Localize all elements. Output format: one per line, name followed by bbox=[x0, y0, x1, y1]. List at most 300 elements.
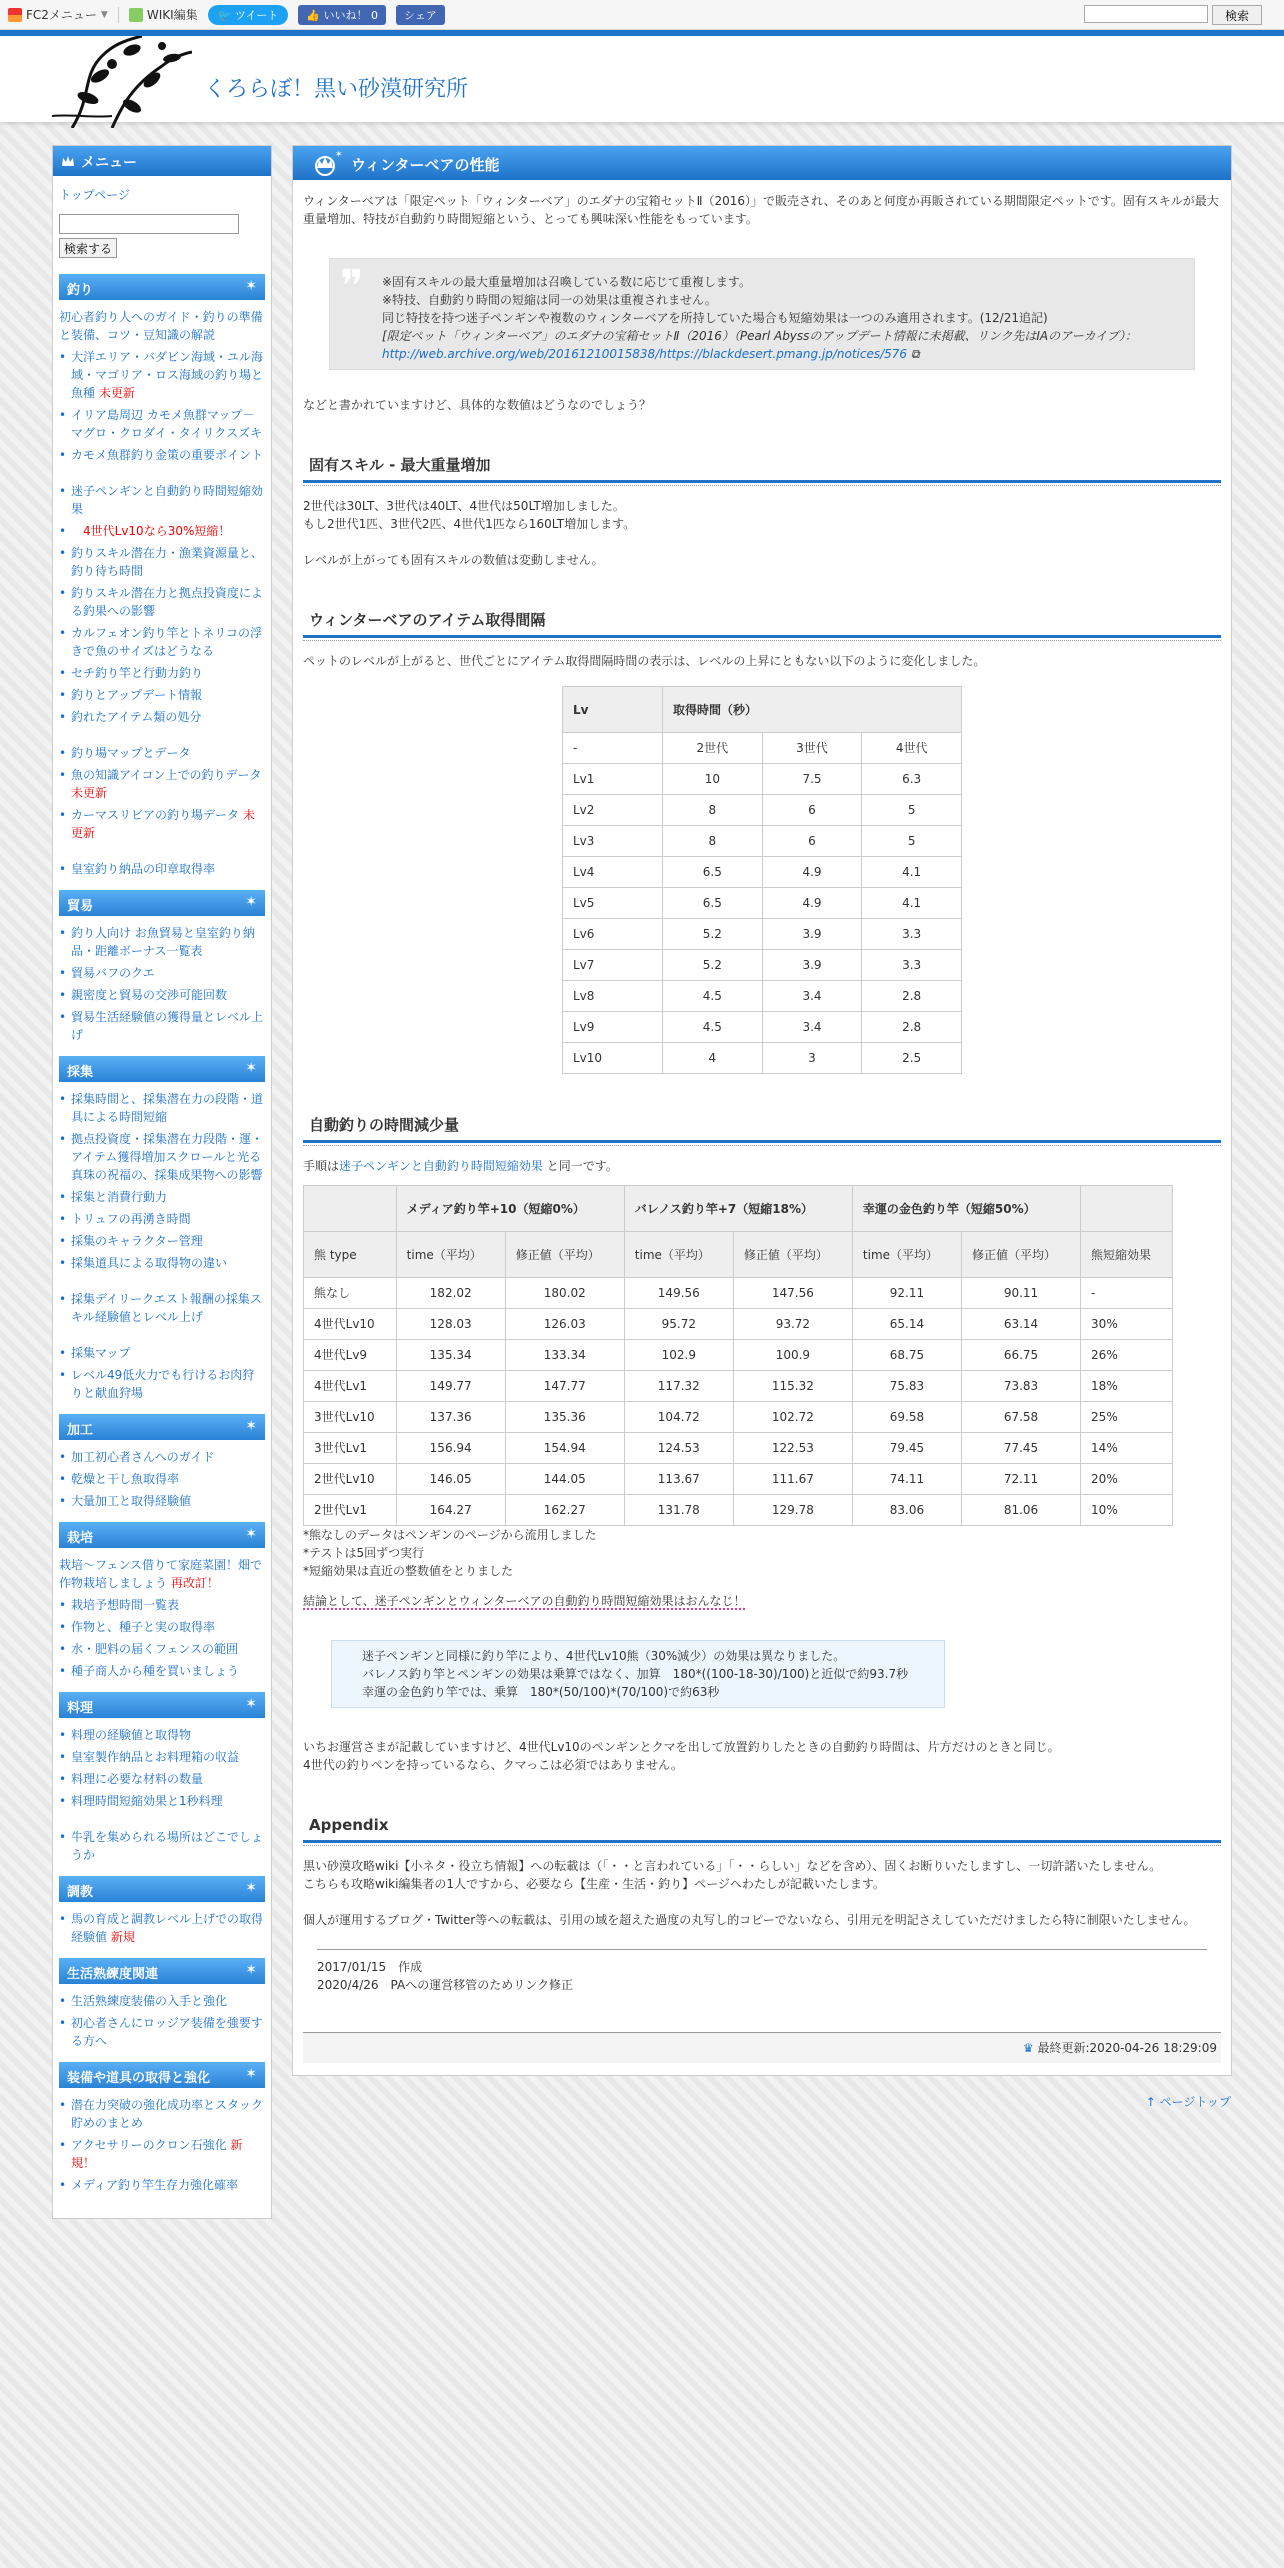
chevron-down-icon: ▼ bbox=[100, 9, 108, 20]
table-cell: 144.05 bbox=[505, 1464, 624, 1495]
sidebar-item[interactable] bbox=[59, 766, 265, 802]
sidebar-item-label[interactable]: メディア釣り竿生存力強化確率 bbox=[71, 2178, 239, 2192]
table-cell: 77.45 bbox=[961, 1433, 1080, 1464]
table-cell: Lv2 bbox=[563, 795, 663, 826]
table-cell: 65.14 bbox=[852, 1309, 961, 1340]
sidebar-section-header bbox=[59, 1692, 265, 1718]
table-cell: 2世代Lv10 bbox=[304, 1464, 397, 1495]
table-row bbox=[563, 981, 962, 1012]
skill-line: 2世代は30LT、3世代は40LT、4世代は50LT増加しました。 bbox=[303, 499, 625, 513]
sidebar-item-tag: 未更新 bbox=[98, 386, 135, 400]
sidebar-section-title: 加工 bbox=[67, 1423, 94, 1438]
table-cell: 3世代Lv1 bbox=[304, 1433, 397, 1464]
sidebar-item[interactable] bbox=[59, 708, 265, 726]
sidebar-item-label[interactable]: 料理に必要な材料の数量 bbox=[71, 1772, 204, 1786]
table-row bbox=[304, 1309, 1173, 1340]
table-cell: 30% bbox=[1081, 1309, 1173, 1340]
sidebar-item-label[interactable]: 釣り人向け お魚貿易と皇室釣り納品・距離ボーナス一覧表 bbox=[71, 926, 255, 958]
sidebar-item[interactable] bbox=[59, 1290, 265, 1326]
sidebar-item-label[interactable]: 魚の知識アイコン上での釣りデータ bbox=[71, 768, 262, 782]
table-header-rod: メディア釣り竿+10（短縮0%） bbox=[396, 1186, 624, 1232]
sidebar-item-label[interactable]: 大量加工と取得経験値 bbox=[71, 1494, 192, 1508]
sidebar-item[interactable] bbox=[59, 806, 265, 842]
table-row bbox=[563, 687, 962, 733]
sidebar-list bbox=[53, 1596, 271, 1680]
table-cell: 3.3 bbox=[862, 950, 962, 981]
table-cell: 95.72 bbox=[624, 1309, 733, 1340]
table-header-type: 熊 type bbox=[304, 1232, 397, 1278]
sidebar-item[interactable] bbox=[59, 1188, 265, 1206]
sidebar-item[interactable] bbox=[59, 544, 265, 580]
table-row bbox=[563, 1012, 962, 1043]
sidebar-item-label[interactable]: 皇室釣り納品の印章取得率 bbox=[71, 862, 216, 876]
table-header-blank bbox=[304, 1186, 397, 1232]
site-title[interactable]: くろらぼ！黒い砂漠研究所 bbox=[204, 77, 469, 102]
table-header-rod: バレノス釣り竿+7（短縮18%） bbox=[624, 1186, 852, 1232]
sidebar-section-title: 料理 bbox=[67, 1701, 94, 1716]
table-cell: 149.56 bbox=[624, 1278, 733, 1309]
table-cell: - bbox=[1081, 1278, 1173, 1309]
conclusion-line bbox=[303, 1592, 1221, 1610]
article-title: ウィンターベアの性能 bbox=[351, 156, 500, 174]
sidebar-item[interactable] bbox=[59, 2096, 265, 2132]
sidebar bbox=[52, 145, 272, 2219]
sidebar-item-label[interactable]: 採集のキャラクター管理 bbox=[71, 1234, 203, 1248]
table-cell: Lv8 bbox=[563, 981, 663, 1012]
sidebar-search-input[interactable] bbox=[59, 214, 239, 234]
sidebar-section-title: 貿易 bbox=[67, 899, 94, 914]
sidebar-item-label[interactable]: 釣りスキル潜在力と拠点投資度による釣果への影響 bbox=[71, 586, 263, 618]
table-cell: Lv6 bbox=[563, 919, 663, 950]
tweet-label: ツイート bbox=[234, 8, 279, 22]
table-row bbox=[304, 1232, 1173, 1278]
tweet-button[interactable] bbox=[208, 5, 289, 25]
table-cell: 4世代Lv9 bbox=[304, 1340, 397, 1371]
table-cell: 164.27 bbox=[396, 1495, 505, 1526]
sidebar-item-label[interactable]: レベル49低火力でも行けるお肉狩りと献血狩場 bbox=[71, 1368, 255, 1400]
quote-source-text: [限定ペット「ウィンターベア」のエダナの宝箱セットⅡ（2016）（Pearl Abyssのアップデート情報に未掲載、リンク先はIAのアーカイブ）： bbox=[382, 329, 1137, 343]
sidebar-item-label[interactable]: 貿易生活経験値の獲得量とレベル上げ bbox=[71, 1010, 264, 1042]
table-header-fixed: 修正値（平均） bbox=[961, 1232, 1080, 1278]
table-cell: 124.53 bbox=[624, 1433, 733, 1464]
table-cell: 3.3 bbox=[862, 919, 962, 950]
table-cell: 7.5 bbox=[762, 764, 862, 795]
table-cell: 8 bbox=[663, 795, 763, 826]
archive-link[interactable]: http://web.archive.org/web/20161210015838/https://blackdesert.pmang.jp/notices/576 bbox=[382, 347, 908, 361]
table-cell: 111.67 bbox=[733, 1464, 852, 1495]
sidebar-item-label[interactable]: 釣りとアップデート情報 bbox=[71, 688, 203, 702]
sidebar-item-label[interactable]: 採集デイリークエスト報酬の採集スキル経験値とレベル上げ bbox=[71, 1292, 262, 1324]
penguin-page-link[interactable]: 迷子ペンギンと自動釣り時間短縮効果 bbox=[339, 1159, 543, 1173]
table-cell: 128.03 bbox=[396, 1309, 505, 1340]
sidebar-item-label[interactable]: カーマスリビアの釣り場データ bbox=[71, 808, 240, 822]
sidebar-item[interactable] bbox=[59, 1726, 265, 1744]
table-cell: 4世代 bbox=[862, 733, 962, 764]
top-search-input[interactable] bbox=[1084, 5, 1208, 23]
sidebar-list bbox=[53, 1726, 271, 1864]
sidebar-item[interactable] bbox=[59, 1232, 265, 1250]
sidebar-item[interactable] bbox=[59, 860, 265, 878]
closing-line: 4世代の釣りペンを持っているなら、クマっこは必須ではありません。 bbox=[303, 1758, 683, 1772]
table-cell: 156.94 bbox=[396, 1433, 505, 1464]
sidebar-list bbox=[53, 924, 271, 1044]
table-cell: 180.02 bbox=[505, 1278, 624, 1309]
like-button[interactable] bbox=[298, 5, 386, 25]
appendix-line: 黒い砂漠攻略wiki【小ネタ・役立ち情報】への転載は（「・・と言われている」「・・らしい」などを含め）、固くお断りいたしますし、一切許諾いたしません。 bbox=[303, 1859, 1162, 1873]
table-cell: Lv10 bbox=[563, 1043, 663, 1074]
sidebar-item[interactable] bbox=[59, 348, 265, 402]
sidebar-item-label[interactable]: カルフェオン釣り竿とトネリコの浮きで魚のサイズはどうなる bbox=[71, 626, 263, 658]
sidebar-item-label[interactable]: 水・肥料の届くフェンスの範囲 bbox=[71, 1642, 239, 1656]
sidebar-item[interactable] bbox=[59, 584, 265, 620]
fc2-toolbar bbox=[0, 0, 1284, 30]
sidebar-item[interactable] bbox=[59, 2136, 265, 2172]
fc2-menu-label: FC2メニュー bbox=[26, 8, 97, 22]
sidebar-item[interactable] bbox=[59, 986, 265, 1004]
revision-history bbox=[317, 1949, 1207, 2002]
table-row bbox=[304, 1464, 1173, 1495]
sidebar-item-label[interactable]: 種子商人から種を買いましょう bbox=[71, 1664, 240, 1678]
table-cell: 63.14 bbox=[961, 1309, 1080, 1340]
sidebar-item-tag: 新規！ bbox=[71, 2138, 243, 2170]
table-header-time: time（平均） bbox=[624, 1232, 733, 1278]
crown-emblem-icon bbox=[307, 148, 343, 178]
sidebar-item-label[interactable]: 牛乳を集められる場所はどこでしょうか bbox=[71, 1830, 264, 1862]
sparkle-icon: ✶ bbox=[245, 1526, 257, 1542]
sidebar-sections bbox=[53, 274, 271, 2218]
table-cell: 147.77 bbox=[505, 1371, 624, 1402]
table-cell: 3 bbox=[762, 1043, 862, 1074]
sidebar-item[interactable] bbox=[59, 1770, 265, 1788]
sparkle-icon: ✶ bbox=[245, 1962, 257, 1978]
sidebar-item-label[interactable]: 採集道具による取得物の違い bbox=[71, 1256, 228, 1270]
sidebar-item-label[interactable]: 生活熟練度装備の入手と強化 bbox=[71, 1994, 228, 2008]
table-cell: 5 bbox=[862, 826, 962, 857]
quote-line: 同じ特技を持つ迷子ペンギンや複数のウィンターベアを所持していた場合も短縮効果は一つのみ適用されます。(12/21追記) bbox=[382, 311, 1048, 325]
heading-item-interval: ウィンターベアのアイテム取得間隔 bbox=[303, 605, 1221, 638]
sparkle-icon: ✶ bbox=[245, 894, 257, 910]
sidebar-intro-text: 初心者釣り人へのガイド・釣りの準備と装備、コツ・豆知識の解説 bbox=[59, 310, 263, 342]
sidebar-item[interactable] bbox=[59, 1640, 265, 1658]
sparkle-icon: ✶ bbox=[245, 2066, 257, 2082]
table-cell: Lv1 bbox=[563, 764, 663, 795]
table-cell: 117.32 bbox=[624, 1371, 733, 1402]
sidebar-item[interactable] bbox=[59, 1254, 265, 1272]
table-cell: 182.02 bbox=[396, 1278, 505, 1309]
sidebar-item[interactable] bbox=[59, 664, 265, 682]
sidebar-spacer bbox=[53, 2198, 271, 2218]
table-cell: - bbox=[563, 733, 663, 764]
table-cell: 100.9 bbox=[733, 1340, 852, 1371]
sidebar-item[interactable] bbox=[59, 744, 265, 762]
table-cell: 74.11 bbox=[852, 1464, 961, 1495]
table-cell: 6 bbox=[762, 795, 862, 826]
table-cell: 135.34 bbox=[396, 1340, 505, 1371]
sidebar-item[interactable] bbox=[59, 522, 265, 540]
sidebar-item[interactable] bbox=[59, 1596, 265, 1614]
table-cell: 6.3 bbox=[862, 764, 962, 795]
sidebar-item[interactable] bbox=[59, 446, 265, 464]
table-cell: 2.8 bbox=[862, 981, 962, 1012]
sidebar-section-intro-link[interactable] bbox=[53, 308, 271, 344]
sidebar-item-label[interactable]: トリュフの再湧き時間 bbox=[71, 1212, 191, 1226]
sidebar-item-label[interactable]: 採集時間と、採集潜在力の段階・道具による時間短縮 bbox=[71, 1092, 264, 1124]
sidebar-item[interactable] bbox=[59, 1130, 265, 1184]
table-cell: 2世代Lv1 bbox=[304, 1495, 397, 1526]
sidebar-menu-title: メニュー bbox=[81, 155, 137, 171]
table-cell: 4世代Lv10 bbox=[304, 1309, 397, 1340]
skill-line: もし2世代1匹、3世代2匹、4世代1匹なら160LT増加します。 bbox=[303, 517, 636, 531]
sidebar-item-label[interactable]: 釣り場マップとデータ bbox=[71, 746, 191, 760]
table-cell: 3.9 bbox=[762, 950, 862, 981]
item-interval-table bbox=[562, 686, 962, 1074]
sidebar-item[interactable] bbox=[59, 406, 265, 442]
fc2-icon bbox=[8, 8, 22, 22]
sidebar-section-title: 生活熟練度関連 bbox=[67, 1967, 159, 1982]
table-cell: 18% bbox=[1081, 1371, 1173, 1402]
table-row bbox=[563, 950, 962, 981]
sidebar-item[interactable] bbox=[59, 624, 265, 660]
table-row bbox=[563, 888, 962, 919]
table-header-time: time（平均） bbox=[852, 1232, 961, 1278]
sidebar-intro-tag: 再改訂！ bbox=[170, 1576, 219, 1590]
sidebar-section-intro-link[interactable] bbox=[53, 1556, 271, 1592]
sidebar-item-label[interactable]: 拠点投資度・採集潜在力段階・運・アイテム獲得増加スクロールと光る真珠の祝福の、採集成果物への影響 bbox=[71, 1132, 264, 1182]
note-line: 幸運の金色釣り竿では、乗算 180*(50/100)*(70/100)で約63秒 bbox=[362, 1685, 720, 1699]
table-cell: 5.2 bbox=[663, 950, 763, 981]
sidebar-item-label[interactable]: 貿易バフのクエ bbox=[71, 966, 155, 980]
table-cell: 3.4 bbox=[762, 1012, 862, 1043]
sidebar-item-label[interactable]: 乾燥と干し魚取得率 bbox=[71, 1472, 180, 1486]
table-cell: 2世代 bbox=[663, 733, 763, 764]
table-cell: 3世代 bbox=[762, 733, 862, 764]
table-cell: 66.75 bbox=[961, 1340, 1080, 1371]
table-row bbox=[563, 795, 962, 826]
thumbs-up-icon: 👍 bbox=[306, 8, 321, 22]
table-row bbox=[304, 1340, 1173, 1371]
top-search-button[interactable]: 検索 bbox=[1212, 5, 1262, 25]
table-cell: 90.11 bbox=[961, 1278, 1080, 1309]
auto-note: *短縮効果は直近の整数値をとりました bbox=[303, 1564, 514, 1578]
sidebar-top bbox=[53, 176, 271, 210]
history-line: 2017/01/15 作成 bbox=[317, 1960, 423, 1974]
sidebar-item-label[interactable]: 釣りスキル潜在力・漁業資源量と、釣り待ち時間 bbox=[71, 546, 263, 578]
sidebar-item-tag: 未更新 bbox=[71, 786, 108, 800]
sidebar-item[interactable] bbox=[59, 1662, 265, 1680]
sidebar-item[interactable] bbox=[59, 1090, 265, 1126]
table-cell: 154.94 bbox=[505, 1433, 624, 1464]
appendix-line: こちらも攻略wiki編集者の1人ですから、必要なら【生産・生活・釣り】ページへわたしが記載いたします。 bbox=[303, 1877, 885, 1891]
table-row bbox=[563, 733, 962, 764]
table-cell: 129.78 bbox=[733, 1495, 852, 1526]
table-cell: 135.36 bbox=[505, 1402, 624, 1433]
sidebar-item-label[interactable]: 採集マップ bbox=[71, 1346, 131, 1360]
table-header-rod: 幸運の金色釣り竿（短縮50%） bbox=[852, 1186, 1080, 1232]
sidebar-item-label[interactable]: 馬の育成と調教レベル上げでの取得経験値 bbox=[71, 1912, 264, 1944]
sidebar-item[interactable] bbox=[59, 1492, 265, 1510]
table-row bbox=[304, 1495, 1173, 1526]
like-label: いいね！ 0 bbox=[323, 8, 379, 22]
sidebar-item[interactable] bbox=[59, 1828, 265, 1864]
sidebar-item-label[interactable]: 採集と消費行動力 bbox=[71, 1190, 168, 1204]
table-cell: 4.5 bbox=[663, 981, 763, 1012]
sidebar-item-label[interactable]: 作物と、種子と実の取得率 bbox=[71, 1620, 216, 1634]
sidebar-list bbox=[53, 1910, 271, 1946]
table-cell: 6.5 bbox=[663, 857, 763, 888]
sidebar-item[interactable] bbox=[59, 924, 265, 960]
table-cell: 4世代Lv1 bbox=[304, 1371, 397, 1402]
sidebar-item[interactable] bbox=[59, 686, 265, 704]
table-row bbox=[563, 1043, 962, 1074]
sidebar-section-header bbox=[59, 1522, 265, 1548]
table-cell: 26% bbox=[1081, 1340, 1173, 1371]
sidebar-item[interactable] bbox=[59, 1910, 265, 1946]
table-cell: 熊なし bbox=[304, 1278, 397, 1309]
sidebar-item[interactable] bbox=[59, 1210, 265, 1228]
sidebar-menu-header bbox=[53, 146, 271, 176]
crown-icon bbox=[61, 154, 75, 168]
table-cell: 4.1 bbox=[862, 888, 962, 919]
table-cell: 4.9 bbox=[762, 888, 862, 919]
table-cell: 4.5 bbox=[663, 1012, 763, 1043]
table-cell: 79.45 bbox=[852, 1433, 961, 1464]
article-content bbox=[293, 180, 1231, 2075]
table-cell: 162.27 bbox=[505, 1495, 624, 1526]
top-search bbox=[1084, 5, 1262, 25]
table-row bbox=[304, 1433, 1173, 1464]
heading-appendix: Appendix bbox=[303, 1810, 1221, 1843]
table-cell: 4.9 bbox=[762, 857, 862, 888]
sidebar-item[interactable] bbox=[59, 1008, 265, 1044]
wiki-edit-link[interactable] bbox=[129, 6, 198, 23]
sidebar-item[interactable] bbox=[59, 1748, 265, 1766]
sidebar-list bbox=[53, 1448, 271, 1510]
sidebar-list bbox=[53, 348, 271, 878]
fc2-menu[interactable] bbox=[8, 6, 108, 23]
sidebar-section-header bbox=[59, 274, 265, 300]
table-cell: 10 bbox=[663, 764, 763, 795]
svg-text:✶: ✶ bbox=[335, 150, 343, 160]
sidebar-item[interactable] bbox=[59, 1792, 265, 1810]
table-header-fixed: 修正値（平均） bbox=[505, 1232, 624, 1278]
sidebar-item[interactable] bbox=[59, 2014, 265, 2050]
table-cell: 2.8 bbox=[862, 1012, 962, 1043]
question-text: などと書かれていますけど、具体的な数値はどうなのでしょう？ bbox=[303, 398, 652, 412]
item-intro: ペットのレベルが上がると、世代ごとにアイテム取得間隔時間の表示は、レベルの上昇にともない以下のように変化しました。 bbox=[303, 654, 986, 668]
sidebar-section-title: 採集 bbox=[67, 1065, 94, 1080]
table-cell: 73.83 bbox=[961, 1371, 1080, 1402]
table-cell: 6 bbox=[762, 826, 862, 857]
table-row bbox=[563, 764, 962, 795]
sidebar-item-label[interactable]: 大洋エリア・バダビン海域・ユル海域・マゴリア・ロス海域の釣り場と魚種 bbox=[71, 350, 264, 400]
sidebar-top-page-link[interactable]: トップページ bbox=[59, 188, 130, 202]
twitter-icon: 🐦 bbox=[217, 8, 232, 22]
table-cell: 5.2 bbox=[663, 919, 763, 950]
sidebar-item[interactable] bbox=[59, 1992, 265, 2010]
table-cell: 4 bbox=[663, 1043, 763, 1074]
auto-fishing-table bbox=[303, 1185, 1173, 1526]
sparkle-icon: ✶ bbox=[245, 1418, 257, 1434]
last-updated-text: 最終更新:2020-04-26 18:29:09 bbox=[1037, 2041, 1217, 2055]
table-header-fixed: 修正値（平均） bbox=[733, 1232, 852, 1278]
sidebar-item[interactable] bbox=[59, 1470, 265, 1488]
sidebar-item[interactable] bbox=[59, 964, 265, 982]
sidebar-section-header bbox=[59, 2062, 265, 2088]
table-cell: 102.9 bbox=[624, 1340, 733, 1371]
table-row bbox=[563, 919, 962, 950]
sidebar-item-label[interactable]: イリア島周辺 カモメ魚群マップ－マグロ・クロダイ・タイリクスズキ bbox=[71, 408, 263, 440]
note-line: 迷子ペンギンと同様に釣り竿により、4世代Lv10熊（30%減少）の効果は異なりました。 bbox=[362, 1649, 846, 1663]
table-cell: 20% bbox=[1081, 1464, 1173, 1495]
table-cell: 6.5 bbox=[663, 888, 763, 919]
sidebar-section-title: 釣り bbox=[67, 283, 94, 298]
sidebar-item-label[interactable]: 皇室製作納品とお料理箱の収益 bbox=[71, 1750, 240, 1764]
sidebar-item-label[interactable]: カモメ魚群釣り金策の重要ポイント bbox=[71, 448, 264, 462]
share-button[interactable]: シェア bbox=[396, 5, 445, 25]
sidebar-search-button[interactable]: 検索する bbox=[59, 238, 117, 258]
sidebar-item-label[interactable]: 初心者さんにロッジア装備を強要する方へ bbox=[71, 2016, 263, 2048]
sidebar-item-label[interactable]: 料理の経験値と取得物 bbox=[71, 1728, 192, 1742]
sidebar-item[interactable] bbox=[59, 482, 265, 518]
sidebar-item-label[interactable]: セチ釣り竿と行動力釣り bbox=[71, 666, 204, 680]
sidebar-item-label[interactable]: 料理時間短縮効果と1秒料理 bbox=[71, 1794, 223, 1808]
sidebar-item-label[interactable]: アクセサリーのクロン石強化 bbox=[71, 2138, 227, 2152]
table-cell: 147.56 bbox=[733, 1278, 852, 1309]
sidebar-item[interactable] bbox=[59, 1618, 265, 1636]
sidebar-item[interactable] bbox=[59, 1344, 265, 1362]
quote-line: ※固有スキルの最大重量増加は召喚している数に応じて重複します。 bbox=[382, 275, 751, 289]
sidebar-item[interactable] bbox=[59, 2176, 265, 2194]
sidebar-item-label[interactable]: 加工初心者さんへのガイド bbox=[71, 1450, 215, 1464]
sidebar-item-label[interactable]: 栽培予想時間一覧表 bbox=[71, 1598, 180, 1612]
notice-quote bbox=[329, 258, 1195, 370]
table-cell: 3.4 bbox=[762, 981, 862, 1012]
sidebar-item-tag: 新規 bbox=[110, 1930, 135, 1944]
closing-line: いちお運営さまが記載していますけど、4世代Lv10のペンギンとクマを出して放置釣りしたときの自動釣り時間は、片方だけのときと同じ。 bbox=[303, 1740, 1060, 1754]
table-cell: Lv7 bbox=[563, 950, 663, 981]
table-cell: 2.5 bbox=[862, 1043, 962, 1074]
appendix-line: 個人が運用するブログ・Twitter等への転載は、引用の域を超えた過度の丸写し的コピーでないなら、引用元を明記さえしていただけましたら特に制限いたしません。 bbox=[303, 1913, 1196, 1927]
table-cell: 104.72 bbox=[624, 1402, 733, 1433]
article-intro: ウィンターベアは「限定ペット「ウィンターベア」のエダナの宝箱セットⅡ（2016）」で販売され、そのあと何度か再販されている期間限定ペットです。固有スキルが最大重量増加、特技が自動釣り時間短縮という、とっても興味深い性能をもっています。 bbox=[303, 194, 1219, 226]
table-cell: 8 bbox=[663, 826, 763, 857]
auto-notes bbox=[303, 1526, 1221, 1580]
table-cell: 126.03 bbox=[505, 1309, 624, 1340]
sidebar-section-header bbox=[59, 890, 265, 916]
sidebar-item-label[interactable]: 親密度と貿易の交渉可能回数 bbox=[71, 988, 228, 1002]
table-cell: 5 bbox=[862, 795, 962, 826]
table-cell: 81.06 bbox=[961, 1495, 1080, 1526]
silhouette-plant-logo bbox=[52, 36, 192, 128]
table-cell: Lv4 bbox=[563, 857, 663, 888]
last-updated bbox=[303, 2032, 1221, 2063]
sidebar-list bbox=[53, 1992, 271, 2050]
sidebar-item-label[interactable]: 4世代Lv10なら30%短縮！ bbox=[83, 524, 231, 538]
sidebar-item[interactable] bbox=[59, 1366, 265, 1402]
sparkle-icon: ✶ bbox=[245, 1880, 257, 1896]
page-top-label: ページトップ bbox=[1159, 2095, 1231, 2109]
sidebar-item-label[interactable]: 釣れたアイテム類の処分 bbox=[71, 710, 202, 724]
sidebar-item-label[interactable]: 迷子ペンギンと自動釣り時間短縮効果 bbox=[71, 484, 263, 516]
sidebar-list bbox=[53, 2096, 271, 2194]
sidebar-item[interactable] bbox=[59, 1448, 265, 1466]
table-row bbox=[304, 1371, 1173, 1402]
table-cell: Lv5 bbox=[563, 888, 663, 919]
page-top-link[interactable] bbox=[1146, 2093, 1231, 2110]
table-header-effect: 熊短縮効果 bbox=[1081, 1232, 1173, 1278]
sidebar-item-label[interactable]: 潜在力突破の強化成功率とスタック貯めのまとめ bbox=[71, 2098, 264, 2130]
sidebar-item-tag: 未更新 bbox=[71, 808, 255, 840]
